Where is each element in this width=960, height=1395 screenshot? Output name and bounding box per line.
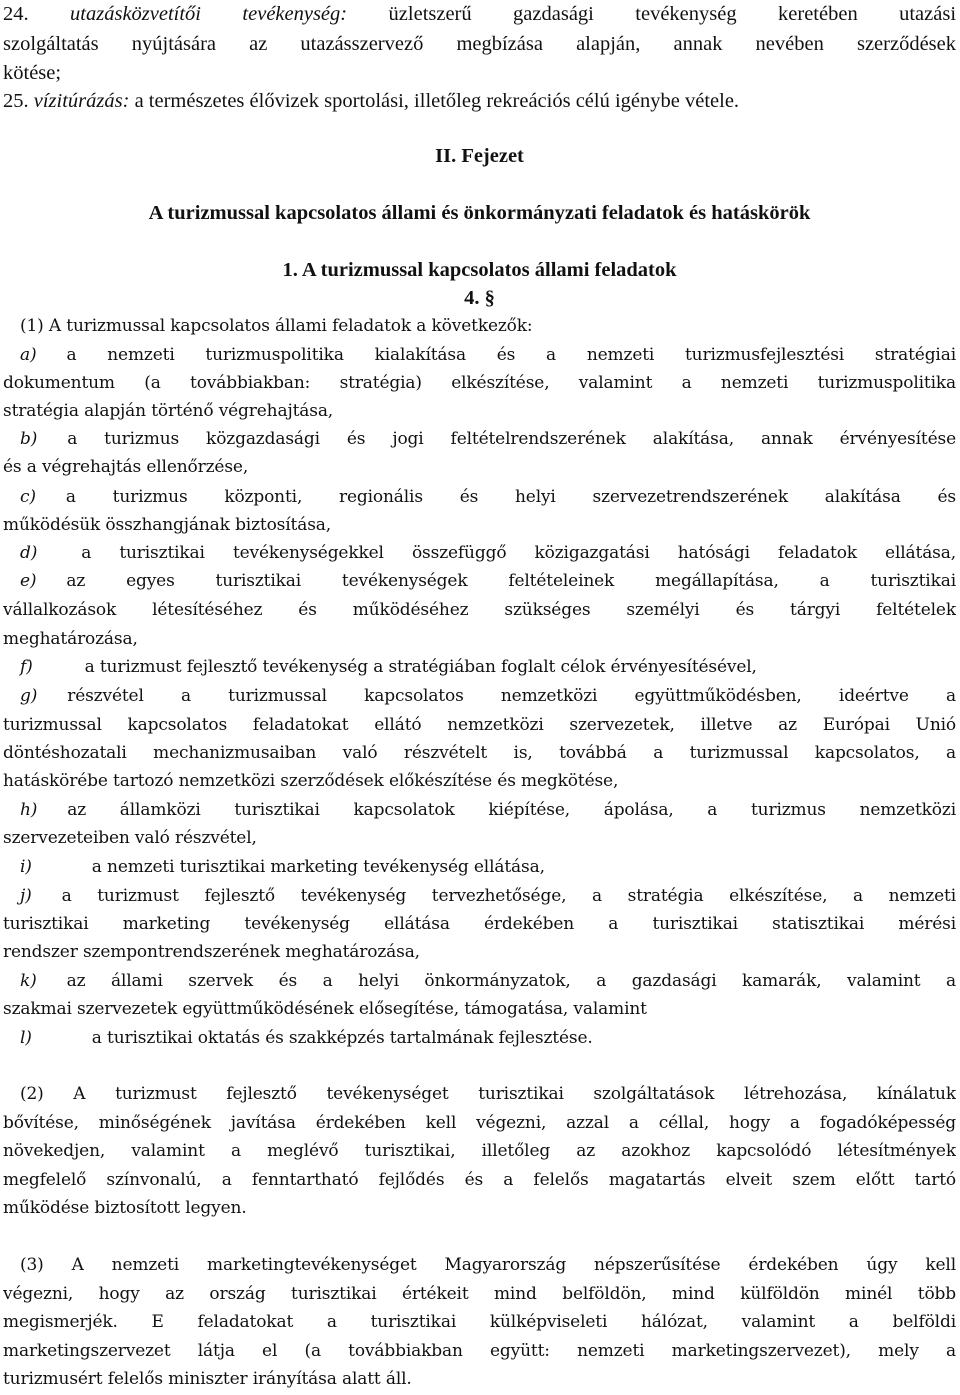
list-item-a-line-3: stratégia alapján történő végrehajtása, [3, 401, 334, 421]
list-label: d) [20, 543, 38, 563]
list-label: c) [20, 487, 36, 507]
list-item-j-line-2: turisztikai marketing tevékenység ellátása érdekében a turisztikai statisztikai mérési [3, 914, 956, 934]
list-label: i) [20, 857, 32, 877]
paragraph-3-line-4: marketingszervezet látja el (a továbbiakban együtt: nemzeti marketingszervezet), mely a [3, 1341, 956, 1361]
list-label: a) [20, 345, 37, 365]
list-item-f [3, 653, 956, 681]
definition-term: vízitúrázás: [33, 90, 130, 112]
definition-24-line-3: kötése; [3, 62, 62, 84]
list-item-a-line-2: dokumentum (a továbbiakban: stratégia) elkészítése, valamint a nemzeti turizmuspolitika [3, 373, 956, 393]
definition-term: utazásközvetítői tevékenység: [70, 3, 348, 25]
list-item-e [3, 567, 956, 595]
list-item-a [3, 341, 956, 369]
list-item-h [3, 796, 956, 824]
list-item-g-line-4: hatáskörébe tartozó nemzetközi szerződések előkészítése és megkötése, [3, 771, 619, 791]
list-label: f) [20, 657, 33, 677]
paragraph-mark: 4. § [464, 287, 495, 309]
paragraph-2-line-2: bővítése, minőségének javítása érdekében kell végezni, azzal a céllal, hogy a fogadóképesség [3, 1113, 956, 1133]
list-text: a turizmus központi, regionális és helyi szervezetrendszerének alakítása és [65, 487, 956, 507]
definition-number: 25. [3, 90, 29, 112]
list-label: j) [20, 886, 32, 906]
definition-text: a természetes élővizek sportolási, illetőleg rekreációs célú igénybe vétele. [134, 90, 740, 112]
list-label: g) [20, 686, 38, 706]
chapter-subtitle: A turizmussal kapcsolatos állami és önkormányzati feladatok és hatáskörök [148, 202, 811, 224]
list-item-b-line-2: és a végrehajtás ellenőrzése, [3, 457, 249, 477]
list-text: a turizmus közgazdasági és jogi feltételrendszerének alakítása, annak érvényesítése [67, 429, 956, 449]
definition-24-line-1 [3, 0, 956, 28]
list-text: a turisztikai oktatás és szakképzés tartalmának fejlesztése. [91, 1028, 593, 1048]
list-item-g-line-3: döntéshozatali mechanizmusaiban való részvételt is, továbbá a turizmussal kapcsolatos, a [3, 743, 956, 763]
list-item-i [3, 853, 956, 881]
paragraph-2-line-4: megfelelő színvonalú, a fenntartható fejlődés és a felelős magatartás elveit szem előtt tartó [3, 1170, 956, 1190]
paragraph-3-line-5: turizmusért felelős miniszter irányítása alatt áll. [3, 1369, 412, 1389]
list-item-j-line-3: rendszer szempontrendszerének meghatározása, [3, 942, 420, 962]
list-text: a turisztikai tevékenységekkel összefüggő közigazgatási hatósági feladatok ellátása, [81, 543, 956, 563]
list-text: részvétel a turizmussal kapcsolatos nemzetközi együttműködésben, ideértve a [67, 686, 956, 706]
list-item-c [3, 483, 956, 511]
list-item-k-line-2: szakmai szervezetek együttműködésének elősegítése, támogatása, valamint [3, 999, 647, 1019]
list-item-j [3, 882, 956, 910]
definition-24-line-2: szolgáltatás nyújtására az utazásszervező megbízása alapján, annak nevében szerződések [3, 33, 956, 55]
list-item-e-line-3: meghatározása, [3, 629, 138, 649]
paragraph-1-lead: (1) A turizmussal kapcsolatos állami feladatok a következők: [20, 316, 533, 336]
list-text: az egyes turisztikai tevékenységek feltételeinek megállapítása, a turisztikai [66, 571, 956, 591]
list-text: a turizmust fejlesztő tevékenység a stratégiában foglalt célok érvényesítésével, [84, 657, 757, 677]
paragraph-3-line-3: megismerjék. E feladatokat a turisztikai külképviseleti hálózat, valamint a belföldi [3, 1312, 956, 1332]
list-text: a nemzeti turisztikai marketing tevékenység ellátása, [91, 857, 545, 877]
paragraph-3-line-2: végezni, hogy az ország turisztikai értékeit mind belföldön, mind külföldön minél több [3, 1284, 956, 1304]
list-text: a nemzeti turizmuspolitika kialakítása és a nemzeti turizmusfejlesztési stratégiai [66, 345, 956, 365]
definition-number: 24. [3, 3, 29, 25]
paragraph-2-line-1: (2) A turizmust fejlesztő tevékenységet turisztikai szolgáltatások létrehozása, kínálatuk [20, 1084, 956, 1104]
paragraph-2-line-5: működése biztosított legyen. [3, 1198, 247, 1218]
list-text: az állami szervek és a helyi önkormányzatok, a gazdasági kamarák, valamint a [66, 971, 956, 991]
list-label: l) [20, 1028, 32, 1048]
paragraph-3-line-1: (3) A nemzeti marketingtevékenységet Magyarország népszerűsítése érdekében úgy kell [20, 1255, 956, 1275]
list-item-e-line-2: vállalkozások létesítéséhez és működéséhez szükséges személyi és tárgyi feltételek [3, 600, 956, 620]
list-item-g [3, 682, 956, 710]
list-item-b [3, 425, 956, 453]
list-text: a turizmust fejlesztő tevékenység tervezhetősége, a stratégia elkészítése, a nemzeti [61, 886, 956, 906]
list-text: az államközi turisztikai kapcsolatok kiépítése, ápolása, a turizmus nemzetközi [67, 800, 956, 820]
list-item-g-line-2: turizmussal kapcsolatos feladatokat ellátó nemzetközi szervezetek, illetve az Európai Unió [3, 715, 956, 735]
list-item-l [3, 1024, 956, 1052]
list-item-k [3, 967, 956, 995]
list-item-h-line-2: szervezeteiben való részvétel, [3, 828, 257, 848]
chapter-title: II. Fejezet [435, 145, 524, 167]
list-label: b) [20, 429, 38, 449]
list-label: h) [20, 800, 38, 820]
list-label: e) [20, 571, 37, 591]
definition-text: üzletszerű gazdasági tevékenység keretében utazási [388, 3, 956, 25]
definition-25-line-1 [3, 87, 956, 115]
paragraph-2-line-3: növekedjen, valamint a meglévő turisztikai, illetőleg az azokhoz kapcsolódó létesítmények [3, 1141, 956, 1161]
section-title: 1. A turizmussal kapcsolatos állami feladatok [282, 259, 677, 281]
list-item-d [3, 539, 956, 567]
list-label: k) [20, 971, 37, 991]
list-item-c-line-2: működésük összhangjának biztosítása, [3, 515, 332, 535]
